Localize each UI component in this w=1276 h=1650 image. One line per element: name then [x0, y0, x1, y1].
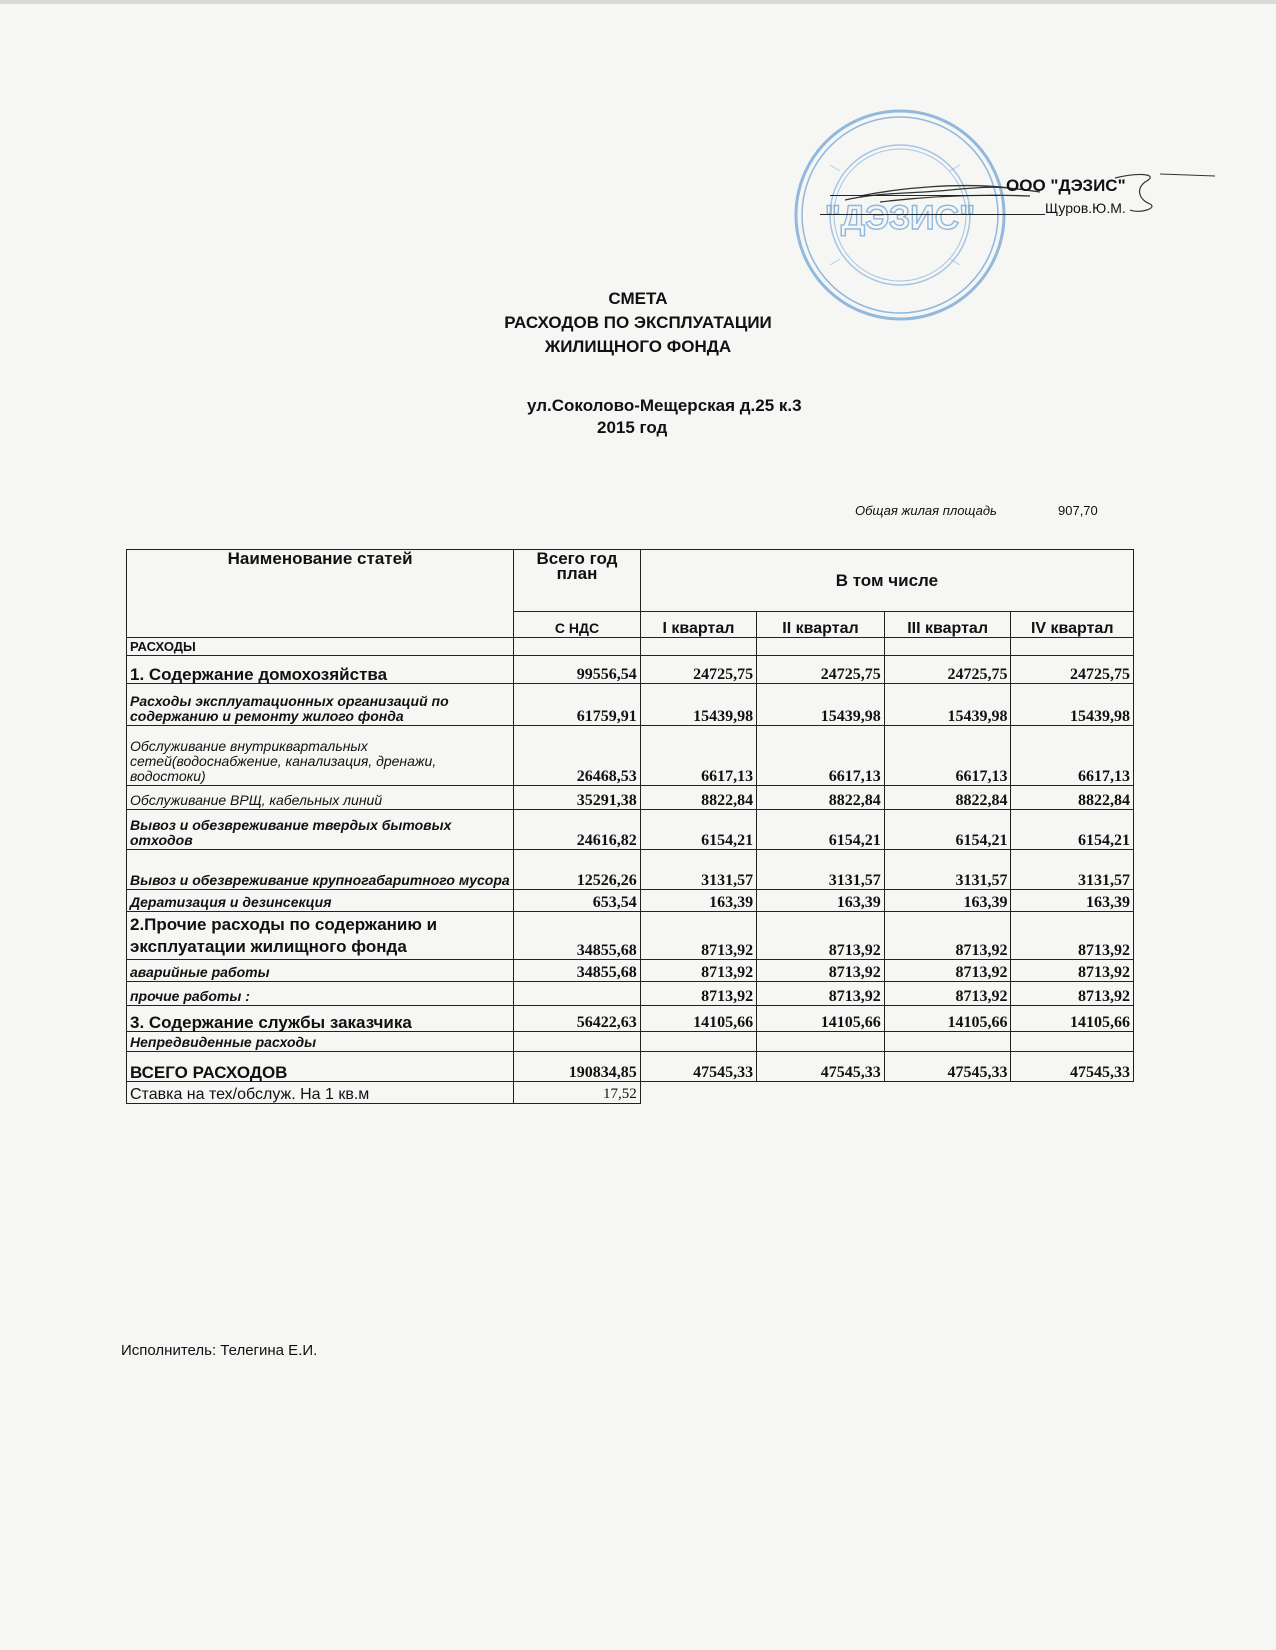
row-total: 190834,85: [514, 1052, 641, 1082]
row-q1: [640, 1032, 756, 1052]
row-q3: 15439,98: [884, 684, 1011, 726]
table-row: [127, 960, 1134, 982]
scan-edge: [0, 0, 1276, 4]
header-total-line2: план: [556, 564, 598, 583]
row-q3: 6154,21: [884, 810, 1011, 850]
area-label: Общая жилая площадь: [855, 503, 997, 518]
header-q4: IV квартал: [1011, 612, 1134, 638]
row-total: 99556,54: [514, 656, 641, 684]
header-name: Наименование статей: [127, 550, 514, 638]
year: 2015 год: [597, 418, 668, 437]
address: ул.Соколово-Мещерская д.25 к.3: [527, 396, 802, 415]
row-q1: 163,39: [640, 890, 756, 912]
row-q3: [884, 1032, 1011, 1052]
row-total: 34855,68: [514, 960, 641, 982]
signature-line: [830, 195, 1000, 196]
row-q3: 8713,92: [884, 982, 1011, 1006]
row-q2: 6154,21: [757, 810, 885, 850]
row-name: 2.Прочие расходы по содержанию и эксплуатации жилищного фонда: [127, 912, 514, 960]
row-q4: 8713,92: [1011, 982, 1134, 1006]
table-row: [127, 890, 1134, 912]
table-header-row: [127, 550, 1134, 612]
row-q3: 8713,92: [884, 912, 1011, 960]
document-subtitle: РАСХОДОВ ПО ЭКСПЛУАТАЦИИ: [504, 313, 772, 332]
row-total: 26468,53: [514, 726, 641, 786]
approval-company: ООО "ДЭЗИС": [1006, 176, 1126, 195]
row-name: аварийные работы: [127, 960, 514, 982]
table-row: [127, 1006, 1134, 1032]
row-q1: 47545,33: [640, 1052, 756, 1082]
row-name: Расходы эксплуатационных организаций по содержанию и ремонту жилого фонда: [127, 684, 514, 726]
row-q4: 8822,84: [1011, 786, 1134, 810]
row-name: Вывоз и обезвреживание крупногабаритного мусора: [127, 850, 514, 890]
row-q1: 8822,84: [640, 786, 756, 810]
row-q4: [1011, 1032, 1134, 1052]
row-name: Вывоз и обезвреживание твердых бытовых отходов: [127, 810, 514, 850]
row-q3: 163,39: [884, 890, 1011, 912]
row-q3: 24725,75: [884, 656, 1011, 684]
row-total: 653,54: [514, 890, 641, 912]
table-row-total: [127, 1052, 1134, 1082]
row-q1: 15439,98: [640, 684, 756, 726]
row-total: 56422,63: [514, 1006, 641, 1032]
estimate-table: [126, 549, 1134, 1104]
row-total: 34855,68: [514, 912, 641, 960]
row-q4: 14105,66: [1011, 1006, 1134, 1032]
row-q2: 47545,33: [757, 1052, 885, 1082]
row-q4: 6617,13: [1011, 726, 1134, 786]
row-q2: 163,39: [757, 890, 885, 912]
table-row: [127, 1032, 1134, 1052]
row-q4: 8713,92: [1011, 912, 1134, 960]
row-q2: 15439,98: [757, 684, 885, 726]
table-row: [127, 850, 1134, 890]
approval-person: Щуров.Ю.М.: [1045, 200, 1126, 216]
row-q4: 47545,33: [1011, 1052, 1134, 1082]
row-q2: 8713,92: [757, 982, 885, 1006]
row-q3: 47545,33: [884, 1052, 1011, 1082]
rate-row: [127, 1082, 1134, 1104]
row-q3: 14105,66: [884, 1006, 1011, 1032]
row-name: 3. Содержание службы заказчика: [127, 1006, 514, 1032]
row-name: Обслуживание внутриквартальных сетей(водоснабжение, канализация, дренажи, водостоки): [127, 726, 514, 786]
row-q1: 8713,92: [640, 912, 756, 960]
header-including: В том числе: [640, 550, 1133, 612]
row-q2: 8822,84: [757, 786, 885, 810]
row-total: [514, 982, 641, 1006]
area-value: 907,70: [1058, 503, 1098, 518]
row-total: 35291,38: [514, 786, 641, 810]
table-row: [127, 912, 1134, 960]
row-q1: 6617,13: [640, 726, 756, 786]
row-q2: 14105,66: [757, 1006, 885, 1032]
section-label: РАСХОДЫ: [127, 638, 514, 656]
row-q3: 6617,13: [884, 726, 1011, 786]
row-q1: 8713,92: [640, 960, 756, 982]
row-q4: 24725,75: [1011, 656, 1134, 684]
rate-label: Ставка на тех/обслуж. На 1 кв.м: [127, 1082, 514, 1104]
executor: Исполнитель: Телегина Е.И.: [121, 1342, 318, 1359]
row-total: 61759,91: [514, 684, 641, 726]
row-q2: 6617,13: [757, 726, 885, 786]
row-q4: 3131,57: [1011, 850, 1134, 890]
row-q2: 3131,57: [757, 850, 885, 890]
table-row: [127, 656, 1134, 684]
row-q1: 14105,66: [640, 1006, 756, 1032]
header-q1: I квартал: [640, 612, 756, 638]
row-total: [514, 1032, 641, 1052]
table-row: [127, 982, 1134, 1006]
section-row: [127, 638, 1134, 656]
svg-text:"ДЭЗИС": "ДЭЗИС": [824, 199, 976, 237]
row-q2: 8713,92: [757, 960, 885, 982]
rate-value: 17,52: [514, 1082, 641, 1104]
row-name: Непредвиденные расходы: [127, 1032, 514, 1052]
row-q4: 8713,92: [1011, 960, 1134, 982]
row-q2: [757, 1032, 885, 1052]
header-vat: С НДС: [514, 612, 641, 638]
row-q1: 8713,92: [640, 982, 756, 1006]
row-q4: 15439,98: [1011, 684, 1134, 726]
row-name: Обслуживание ВРЩ, кабельных линий: [127, 786, 514, 810]
document-title: СМЕТА: [608, 289, 668, 308]
row-q3: 8713,92: [884, 960, 1011, 982]
row-q4: 163,39: [1011, 890, 1134, 912]
row-q4: 6154,21: [1011, 810, 1134, 850]
row-q2: 24725,75: [757, 656, 885, 684]
row-total: 12526,26: [514, 850, 641, 890]
signature-line: [820, 214, 1045, 215]
row-name: Дератизация и дезинсекция: [127, 890, 514, 912]
header-q2: II квартал: [757, 612, 885, 638]
header-q3: III квартал: [884, 612, 1011, 638]
row-q1: 24725,75: [640, 656, 756, 684]
header-total-line1: Всего год: [536, 549, 618, 568]
table-row: [127, 810, 1134, 850]
header-total: [514, 550, 641, 612]
row-name: прочие работы :: [127, 982, 514, 1006]
document-subtitle: ЖИЛИЩНОГО ФОНДА: [544, 337, 732, 356]
table-row: [127, 786, 1134, 810]
row-total: 24616,82: [514, 810, 641, 850]
row-q3: 8822,84: [884, 786, 1011, 810]
row-name: ВСЕГО РАСХОДОВ: [127, 1052, 514, 1082]
row-q3: 3131,57: [884, 850, 1011, 890]
table-row: [127, 684, 1134, 726]
row-q1: 3131,57: [640, 850, 756, 890]
row-name: 1. Содержание домохозяйства: [127, 656, 514, 684]
row-q2: 8713,92: [757, 912, 885, 960]
table-row: [127, 726, 1134, 786]
row-q1: 6154,21: [640, 810, 756, 850]
